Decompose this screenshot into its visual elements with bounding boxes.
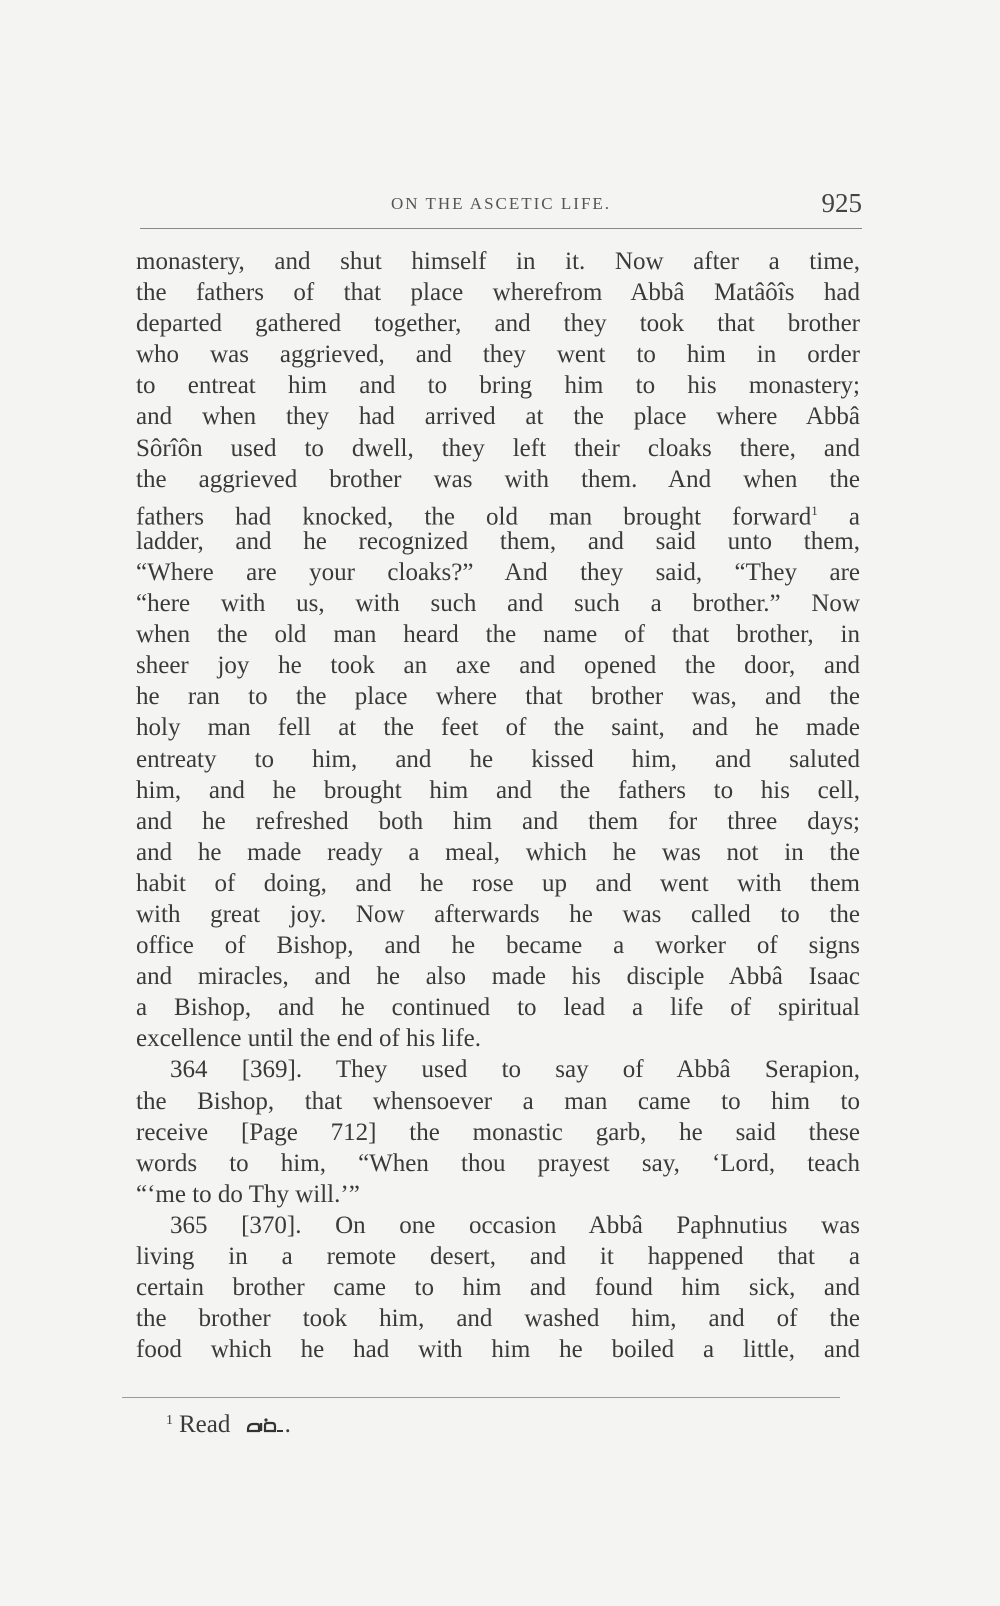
page-number: 925	[821, 188, 862, 218]
header-rule	[140, 228, 862, 229]
text-segment: fathers had knocked, the old man brought forward	[136, 503, 812, 531]
running-title: ON THE ASCETIC LIFE.	[390, 194, 612, 213]
text-line: when the old man heard the name of that brother, in	[136, 621, 860, 649]
text-line: the aggrieved brother was with them. And when the	[136, 465, 860, 493]
text-line: certain brother came to him and found him sick, and	[136, 1274, 860, 1302]
text-line: excellence until the end of his life.	[136, 1025, 482, 1053]
text-line-with-footnote-ref	[136, 495, 860, 531]
footnote-text: Read	[179, 1411, 231, 1438]
footnote-rule	[122, 1397, 840, 1398]
text-line: departed gathered together, and they took that brother	[136, 310, 860, 338]
text-line: him, and he brought him and the fathers to his cell,	[136, 776, 860, 804]
footnote-reference: 1	[811, 502, 818, 518]
text-line: holy man fell at the feet of the saint, and he made	[136, 714, 860, 742]
text-line: the fathers of that place wherefrom Abbâ Matâôîs had	[136, 279, 860, 307]
text-line: a Bishop, and he continued to lead a life of spiritual	[136, 994, 860, 1022]
text-line: the brother took him, and washed him, and of the	[136, 1305, 860, 1333]
text-line: and when they had arrived at the place where Abbâ	[136, 403, 860, 431]
text-line: to entreat him and to bring him to his monastery;	[136, 372, 860, 400]
text-line: with great joy. Now afterwards he was called to the	[136, 900, 860, 928]
text-line: he ran to the place where that brother was, and the	[136, 683, 860, 711]
text-line: habit of doing, and he rose up and went with them	[136, 869, 860, 897]
text-line: food which he had with him he boiled a little, and	[136, 1336, 860, 1364]
footnote-period: .	[284, 1411, 291, 1438]
text-line: and he made ready a meal, which he was not in the	[136, 838, 860, 866]
text-line: entreaty to him, and he kissed him, and saluted	[136, 745, 860, 773]
text-line: “‘me to do Thy will.’”	[136, 1180, 360, 1208]
section-start-line: 364 [369]. They used to say of Abbâ Serapion,	[170, 1056, 860, 1084]
text-line: the Bishop, that whensoever a man came to him to	[136, 1087, 860, 1115]
text-line: Sôrîôn used to dwell, they left their cloaks there, and	[136, 434, 860, 462]
text-line: ladder, and he recognized them, and said unto them,	[136, 527, 860, 555]
text-line: “here with us, with such and such a brother.” Now	[136, 590, 860, 618]
section-start-line: 365 [370]. On one occasion Abbâ Paphnutius was	[170, 1211, 860, 1239]
text-line: receive [Page 712] the monastic garb, he said these	[136, 1118, 860, 1146]
text-line: office of Bishop, and he became a worker of signs	[136, 932, 860, 960]
text-line: and he refreshed both him and them for three days;	[136, 807, 860, 835]
footnote-marker: 1	[166, 1413, 173, 1428]
text-line: and miracles, and he also made his disciple Abbâ Isaac	[136, 963, 860, 991]
running-header	[140, 188, 862, 228]
syriac-word-glyph	[245, 1415, 285, 1437]
body-text	[136, 246, 860, 1365]
text-line: “Where are your cloaks?” And they said, “They are	[136, 558, 860, 586]
text-line: words to him, “When thou prayest say, ‘Lord, teach	[136, 1149, 860, 1177]
text-line: living in a remote desert, and it happened that a	[136, 1243, 860, 1270]
text-line: sheer joy he took an axe and opened the door, and	[136, 652, 860, 680]
text-segment: a	[817, 503, 860, 531]
footnote	[166, 1411, 291, 1439]
text-line: who was aggrieved, and they went to him in order	[136, 341, 860, 369]
text-line: monastery, and shut himself in it. Now after a time,	[136, 248, 860, 275]
